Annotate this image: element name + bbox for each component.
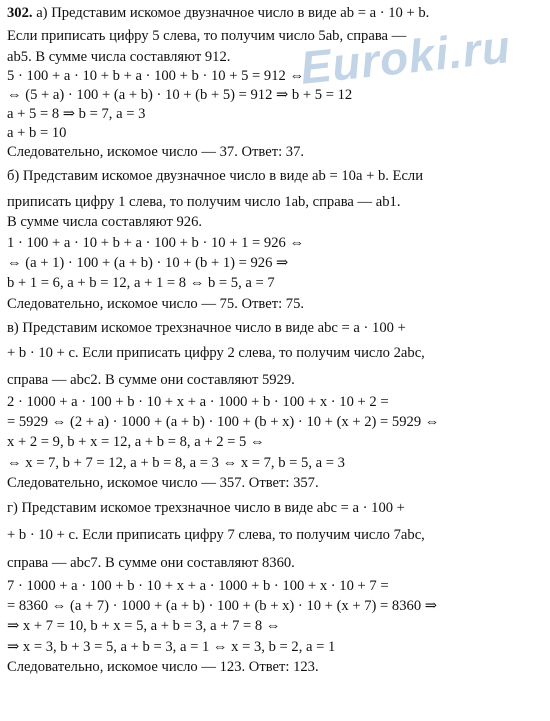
line-7: a + b = 10 [7,125,67,141]
line-9: б) Представим искомое двузначное число в виде ab = 10a + b. Если [7,168,424,184]
line-24: г) Представим искомое трехзначное число в виде abc = a · 100 + [7,500,405,516]
line-2: Если приписать цифру 5 слева, то получим число 5ab, справа — [7,28,407,44]
line-8: Следовательно, искомое число — 37. Ответ: 37. [7,144,305,160]
line-4: 5 · 100 + a · 10 + b + a · 100 + b · 10 + 5 = 912 ⇔ [7,68,305,84]
line-1 [7,4,429,22]
line-22: ⇔ x = 7, b + 7 = 12, a + b = 8, a = 3 ⇔ x = 7, b = 5, a = 3 [7,455,345,471]
line-31: Следовательно, искомое число — 123. Ответ: 123. [7,659,319,675]
line-12: 1 · 100 + a · 10 + b + a · 100 + b · 10 + 1 = 926 ⇔ [7,235,305,251]
line-28: = 8360 ⇔ (a + 7) · 1000 + (a + b) · 100 + (b + x) · 10 + (x + 7) = 8360 ⇒ [7,598,437,614]
line-13: ⇔ (a + 1) · 100 + (a + b) · 10 + (b + 1) = 926 ⇒ [7,255,289,271]
line-21: x + 2 = 9, b + x = 12, a + b = 8, a + 2 = 5 ⇔ [7,434,265,450]
line-20: = 5929 ⇔ (2 + a) · 1000 + (a + b) · 100 + (b + x) · 10 + (x + 2) = 5929 ⇔ [7,414,440,430]
line-6: a + 5 = 8 ⇒ b = 7, a = 3 [7,106,146,122]
line-27: 7 · 1000 + a · 100 + b · 10 + x + a · 1000 + b · 100 + x · 10 + 7 = [7,578,389,594]
line-15: Следовательно, искомое число — 75. Ответ: 75. [7,296,305,312]
line-30: ⇒ x = 3, b + 3 = 5, a + b = 3, a = 1 ⇔ x = 3, b = 2, a = 1 [7,639,336,655]
line-3: ab5. В сумме числа составляют 912. [7,49,231,65]
line-17: + b · 10 + c. Если приписать цифру 2 слева, то получим число 2abc, [7,345,425,361]
line-1-text: а) Представим искомое двузначное число в виде ab = a · 10 + b. [36,5,430,21]
line-26: справа — abc7. В сумме они составляют 8360. [7,555,295,571]
line-23: Следовательно, искомое число — 357. Ответ: 357. [7,475,319,491]
line-5: ⇔ (5 + a) · 100 + (a + b) · 10 + (b + 5) = 912 ⇒ b + 5 = 12 [7,87,353,103]
line-18: справа — abc2. В сумме они составляют 5929. [7,372,295,388]
watermark: Euroki.ru [297,20,514,94]
line-29: ⇒ x + 7 = 10, b + x = 5, a + b = 3, a + 7 = 8 ⇔ [7,618,281,634]
problem-number: 302. [7,5,33,21]
line-19: 2 · 1000 + a · 100 + b · 10 + x + a · 1000 + b · 100 + x · 10 + 2 = [7,394,389,410]
line-25: + b · 10 + c. Если приписать цифру 7 слева, то получим число 7abc, [7,527,425,543]
line-16: в) Представим искомое трехзначное число в виде abc = a · 100 + [7,320,406,336]
line-10: приписать цифру 1 слева, то получим число 1ab, справа — ab1. [7,194,401,210]
line-11: В сумме числа составляют 926. [7,214,203,230]
line-14: b + 1 = 6, a + b = 12, a + 1 = 8 ⇔ b = 5, a = 7 [7,275,275,291]
